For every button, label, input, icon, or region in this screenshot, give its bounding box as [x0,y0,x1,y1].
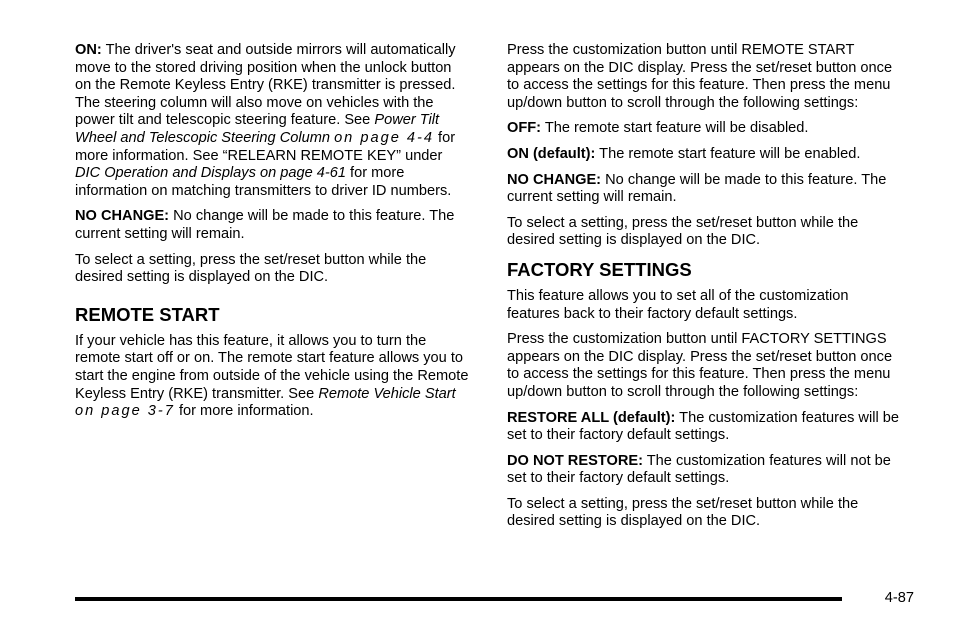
on-text-3: for more information on matching transmitters to driver ID numbers. [75,165,452,199]
on-default-term: ON (default): [507,145,596,162]
no-change-text-right: No change will be made to this feature. The current setting will remain. [507,171,887,206]
select-setting-paragraph-right: To select a setting, press the set/reset button while the desired setting is displayed on the DIC. [507,214,859,249]
off-text: The remote start feature will be disabled. [544,120,809,137]
on-default-text: The remote start feature will be enabled. [599,145,861,162]
no-change-term-right: NO CHANGE: [507,171,602,188]
right-column [507,42,905,539]
remote-start-paragraph [75,333,470,421]
remote-start-intro: Press the customization button until REMOTE START appears on the DIC display. Press the set/reset button once to access the settings for this feature. Then press the menu up/down button to scroll through the following settings: [507,42,893,111]
restore-all-term: RESTORE ALL (default): [507,409,676,426]
power-tilt-wheel-link[interactable]: Power Tilt Wheel and Telescopic Steering Column [75,112,440,146]
select-setting-paragraph: To select a setting, press the set/reset button while the desired setting is displayed on the DIC. [75,251,427,286]
page-number: 4-87 [884,590,914,606]
do-not-restore-text: The customization features will not be set to their factory default settings. [507,452,891,487]
factory-settings-heading: FACTORY SETTINGS [507,258,692,280]
remote-start-text-2: for more information. [174,403,314,420]
off-paragraph [507,120,905,138]
remote-start-text-1: If your vehicle has this feature, it allows you to turn the remote start off or on. The remote start feature allows you to start the engine from outside of the vehicle using the Remote Keyless Entry (RKE) transmitter. See [75,332,469,402]
remote-vehicle-start-page-ref[interactable]: on page 3-7 [75,403,175,420]
no-change-paragraph [75,208,470,243]
no-change-text: No change will be made to this feature. The current setting will remain. [75,208,455,242]
do-not-restore-paragraph [507,453,905,488]
on-term: ON: [75,42,102,58]
restore-all-text: The customization features will be set to their factory default settings. [507,409,899,444]
do-not-restore-term: DO NOT RESTORE: [507,452,643,469]
off-term: OFF: [507,120,542,137]
left-column [75,42,470,429]
no-change-term: NO CHANGE: [75,208,170,225]
dic-operation-link[interactable]: DIC Operation and Displays [75,165,256,182]
no-change-paragraph-right [507,172,905,207]
on-text-1: The driver's seat and outside mirrors will automatically move to the stored driving position when the unlock button on the Remote Keyless Entry (RKE) transmitter is pressed. The steering column will also move on vehicles with the power tilt and telescopic steering feature. See [75,42,456,129]
footer-rule [75,597,842,601]
select-setting-paragraph-factory: To select a setting, press the set/reset button while the desired setting is displayed on the DIC. [507,495,859,530]
on-default-paragraph [507,146,905,164]
remote-vehicle-start-link[interactable]: Remote Vehicle Start [318,385,456,402]
power-tilt-wheel-page-ref[interactable]: on page 4-4 [334,129,434,146]
on-text-2: for more information. See “RELEARN REMOTE KEY” under [75,129,456,164]
restore-all-paragraph [507,410,905,445]
dic-operation-page-ref[interactable]: on page 4-61 [259,165,346,182]
on-paragraph [75,42,470,200]
remote-start-heading: REMOTE START [75,303,220,325]
factory-settings-instructions: Press the customization button until FACTORY SETTINGS appears on the DIC display. Press the set/reset button once to access the settings for this feature. Then press the menu up/down button to scroll through the following settings: [507,331,893,400]
factory-settings-description: This feature allows you to set all of the customization features back to their factory default settings. [507,287,849,322]
